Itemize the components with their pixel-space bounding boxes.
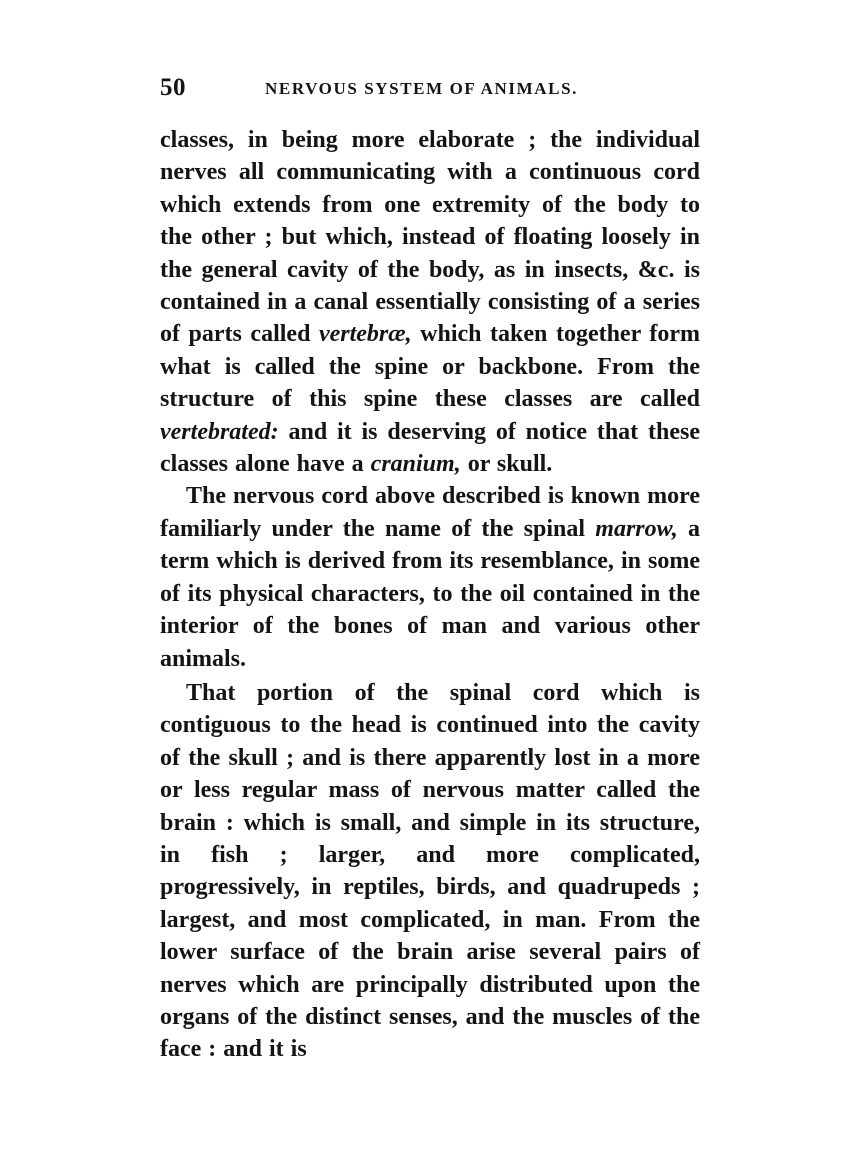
paragraph-3 [160, 677, 700, 1066]
text-segment: a term which is derived from its resemblance, in some of its physical characters, to the oil contained in the interior of the bones of man and various other animals. [160, 515, 701, 672]
text-segment: and it is deserving of notice that these classes alone have a [160, 418, 700, 478]
text-segment: The nervous cord above described is known more familiarly under the name of the spinal [160, 483, 700, 542]
paragraph-1 [160, 124, 700, 480]
running-header [160, 74, 700, 104]
text-segment: which taken together form what is called the spine or backbone. From the structure of this spine these classes are called [160, 321, 700, 413]
italic-term-vertebrae: vertebræ, [318, 321, 412, 348]
page-number: 50 [160, 74, 186, 101]
italic-term-vertebrated: vertebrated: [160, 418, 279, 445]
paragraph-2 [160, 480, 700, 674]
text-segment: classes, in being more elaborate ; the individual nerves all communicating with a continuous cord which extends from one extremity of the body to the other ; but which, instead of floating loosely in the general cavity of the body, as in insects, &c. is contained in a canal essentially consisting of a series of parts called [160, 127, 700, 348]
text-segment: That portion of the spinal cord which is contiguous to the head is continued into the cavity of the skull ; and is there apparently lost in a more or less regular mass of nervous matter called the brain : which is small, and simple in its structure, in fish ; larger, and more complicated, progressively, in reptiles, birds, and quadrupeds ; largest, and most complicated, in man. From the lower surface of the brain arise several pairs of nerves which are principally distributed upon the organs of the distinct senses, and the muscles of the face : and it is [160, 679, 700, 1063]
italic-term-marrow: marrow, [595, 515, 678, 542]
body-text [160, 124, 700, 1066]
running-title: NERVOUS SYSTEM OF ANIMALS. [265, 79, 579, 98]
text-segment: or skull. [460, 451, 553, 478]
book-page [160, 74, 700, 1066]
italic-term-cranium: cranium, [370, 451, 461, 478]
